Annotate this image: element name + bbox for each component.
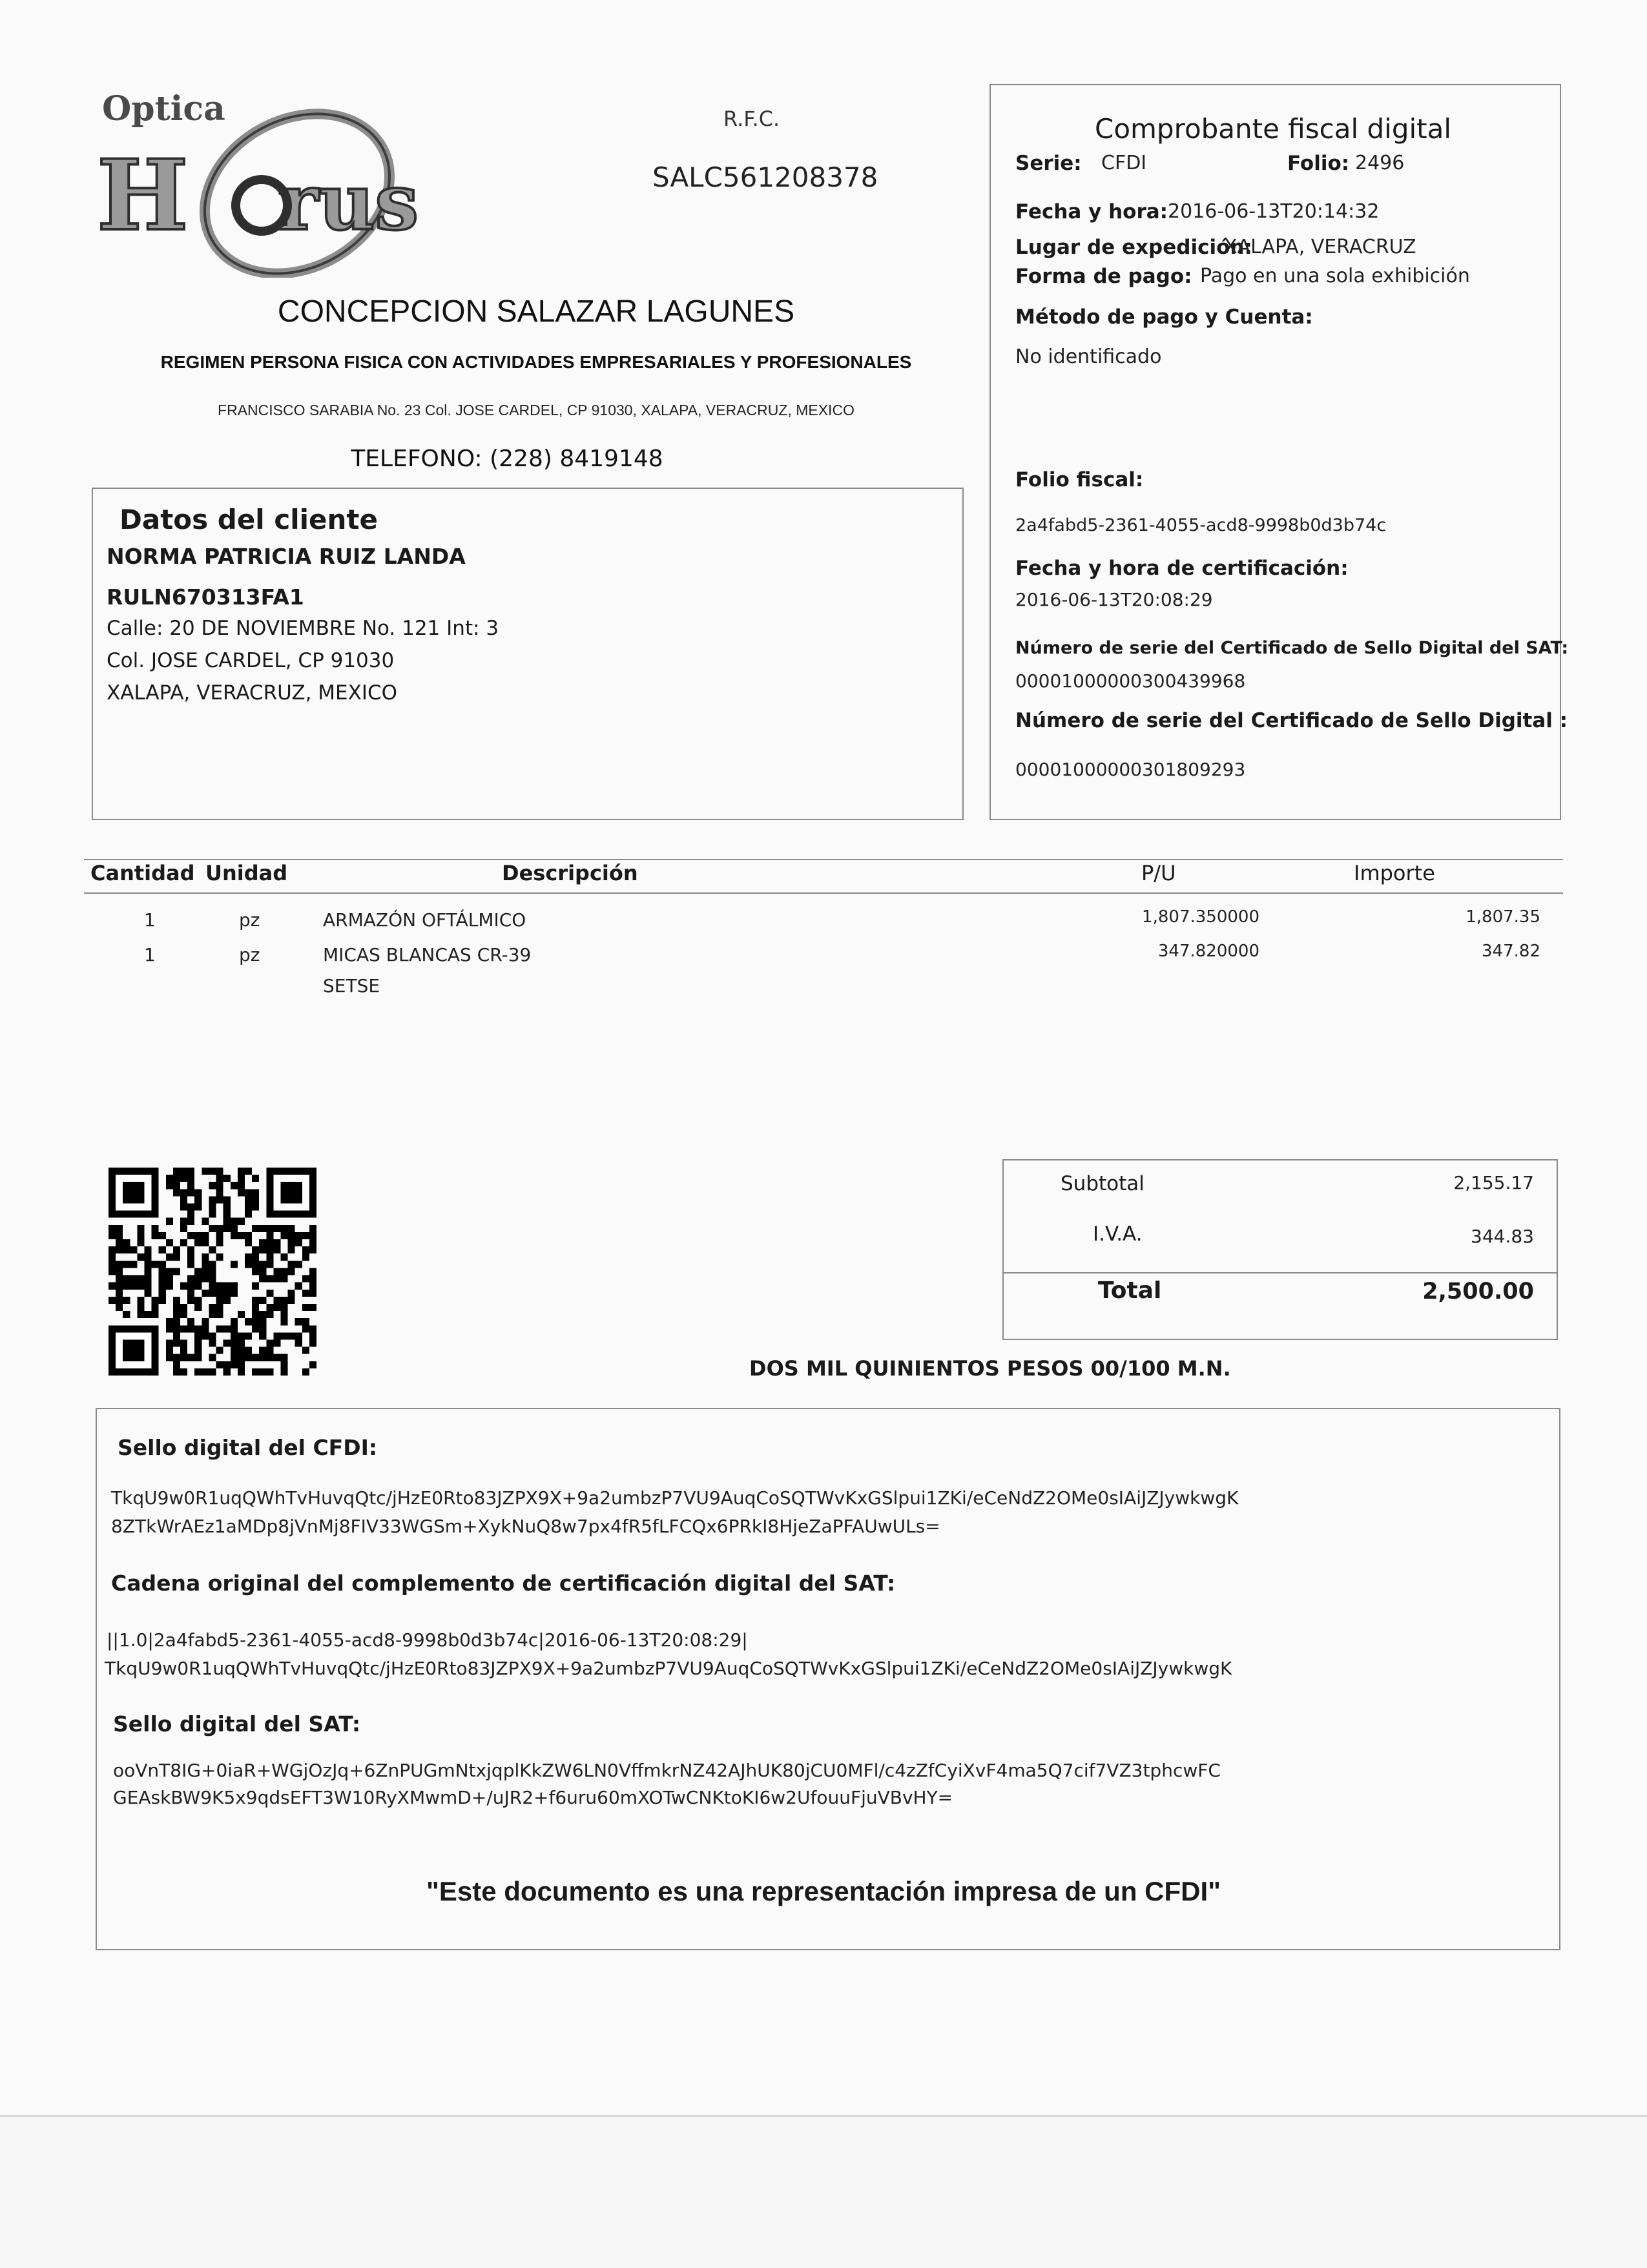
total-value: 2,500.00 (1422, 1279, 1534, 1304)
sat-serie-label: Número de serie del Certificado de Sello Digital del SAT: (1015, 638, 1569, 658)
rfc-label: R.F.C. (723, 107, 780, 131)
row-descripcion-2: SETSE (323, 975, 380, 996)
sat-seal-label: Sello digital del SAT: (113, 1711, 361, 1737)
th-pu: P/U (1141, 861, 1176, 885)
totals-rule (1002, 1272, 1558, 1273)
row-importe: 347.82 (1482, 942, 1540, 961)
serie-label: Serie: (1015, 152, 1082, 175)
fiscal-title: Comprobante fiscal digital (1095, 113, 1452, 145)
client-street: Calle: 20 DE NOVIEMBRE No. 121 Int: 3 (107, 617, 499, 640)
row-pu: 1,807.350000 (1142, 907, 1259, 927)
iva-label: I.V.A. (1093, 1222, 1143, 1246)
sat-serie-value: 00001000000300439968 (1015, 670, 1246, 692)
subtotal-value: 2,155.17 (1453, 1172, 1534, 1193)
row-unidad: pz (239, 944, 260, 965)
cadena-line-2: TkqU9w0R1uqQWhTvHuvqQtc/jHzE0Rto83JZPX9X+9a2umbzP7VU9AuqCoSQTWvKxGSlpui1ZKi/eCeNdZ2OMe0sIAiJZJywkwgK (105, 1658, 1232, 1679)
issuer-phone: TELEFONO: (228) 8419148 (351, 446, 663, 472)
optica-horus-logo (90, 84, 452, 278)
folio-value: 2496 (1355, 152, 1405, 174)
issuer-address: FRANCISCO SARABIA No. 23 Col. JOSE CARDEL, CP 91030, XALAPA, VERACRUZ, MEXICO (218, 402, 855, 418)
lugar-label: Lugar de expedición: (1015, 236, 1252, 259)
row-pu: 347.820000 (1157, 942, 1259, 961)
th-cantidad: Cantidad (90, 861, 195, 885)
metodo-label: Método de pago y Cuenta: (1015, 305, 1313, 329)
row-cantidad: 1 (144, 909, 156, 931)
client-title: Datos del cliente (119, 504, 378, 535)
table-header-rule (84, 892, 1563, 894)
svg-text:rus: rus (278, 157, 419, 248)
cfdi-seal-label: Sello digital del CFDI: (118, 1435, 378, 1460)
row-descripcion: MICAS BLANCAS CR-39 (323, 944, 532, 965)
th-unidad: Unidad (205, 861, 288, 885)
total-label: Total (1098, 1277, 1162, 1304)
scan-margin-band (0, 2115, 1647, 2268)
iva-value: 344.83 (1471, 1226, 1534, 1247)
rfc-value: SALC561208378 (652, 161, 878, 193)
folio-fiscal-value: 2a4fabd5-2361-4055-acd8-9998b0d3b74c (1015, 515, 1387, 535)
table-top-rule (84, 859, 1563, 860)
row-unidad: pz (239, 909, 260, 931)
serie-value: CFDI (1101, 152, 1147, 174)
cert-fecha-value: 2016-06-13T20:08:29 (1015, 589, 1213, 610)
client-rfc: RULN670313FA1 (107, 584, 304, 610)
row-cantidad: 1 (144, 944, 156, 965)
fecha-value: 2016-06-13T20:14:32 (1168, 200, 1380, 223)
csd-serie-value: 00001000000301809293 (1015, 759, 1246, 780)
row-importe: 1,807.35 (1466, 907, 1540, 927)
logo-small-text: Optica (102, 89, 225, 129)
issuer-name: CONCEPCION SALAZAR LAGUNES (277, 294, 795, 329)
issuer-regimen: REGIMEN PERSONA FISICA CON ACTIVIDADES EMPRESARIALES Y PROFESIONALES (160, 352, 912, 372)
th-importe: Importe (1354, 861, 1435, 885)
forma-value: Pago en una sola exhibición (1200, 265, 1470, 287)
cfdi-seal-line-1: TkqU9w0R1uqQWhTvHuvqQtc/jHzE0Rto83JZPX9X+9a2umbzP7VU9AuqCoSQTWvKxGSlpui1ZKi/eCeNdZ2OMe0sIAiJZJywkwgK (111, 1487, 1239, 1509)
client-name: NORMA PATRICIA RUIZ LANDA (107, 544, 466, 569)
fecha-label: Fecha y hora: (1015, 200, 1168, 223)
cfdi-representation-note: "Este documento es una representación impresa de un CFDI" (426, 1876, 1221, 1906)
metodo-value: No identificado (1015, 345, 1162, 368)
qr-code-icon (109, 1168, 316, 1376)
folio-fiscal-label: Folio fiscal: (1015, 468, 1144, 491)
th-descripcion: Descripción (502, 861, 638, 885)
sat-seal-line-1: ooVnT8IG+0iaR+WGjOzJq+6ZnPUGmNtxjqplKkZW6LN0VffmkrNZ42AJhUK80jCU0MFl/c4zZfCyiXvF4ma5Q7cif7VZ3tphcwFC (113, 1760, 1221, 1781)
svg-text:H: H (97, 139, 189, 253)
cfdi-seal-line-2: 8ZTkWrAEz1aMDp8jVnMj8FIV33WGSm+XykNuQ8w7px4fR5fLFCQx6PRkI8HjeZaPFAUwULs= (111, 1516, 940, 1537)
cadena-label: Cadena original del complemento de certificación digital del SAT: (111, 1571, 896, 1596)
cert-fecha-label: Fecha y hora de certificación: (1015, 557, 1349, 580)
client-colonia: Col. JOSE CARDEL, CP 91030 (107, 649, 395, 672)
lugar-value: XALAPA, VERACRUZ (1224, 236, 1416, 258)
client-city: XALAPA, VERACRUZ, MEXICO (107, 681, 398, 705)
subtotal-label: Subtotal (1061, 1172, 1145, 1195)
forma-label: Forma de pago: (1015, 265, 1192, 288)
cadena-line-1: ||1.0|2a4fabd5-2361-4055-acd8-9998b0d3b74c|2016-06-13T20:08:29| (107, 1629, 748, 1651)
row-descripcion: ARMAZÓN OFTÁLMICO (323, 909, 526, 931)
amount-in-words: DOS MIL QUINIENTOS PESOS 00/100 M.N. (749, 1356, 1231, 1381)
csd-serie-label: Número de serie del Certificado de Sello Digital : (1015, 709, 1568, 732)
sat-seal-line-2: GEAskBW9K5x9qdsEFT3W10RyXMwmD+/uJR2+f6uru60mXOTwCNKtoKI6w2UfouuFjuVBvHY= (113, 1787, 953, 1808)
folio-label: Folio: (1287, 152, 1350, 175)
